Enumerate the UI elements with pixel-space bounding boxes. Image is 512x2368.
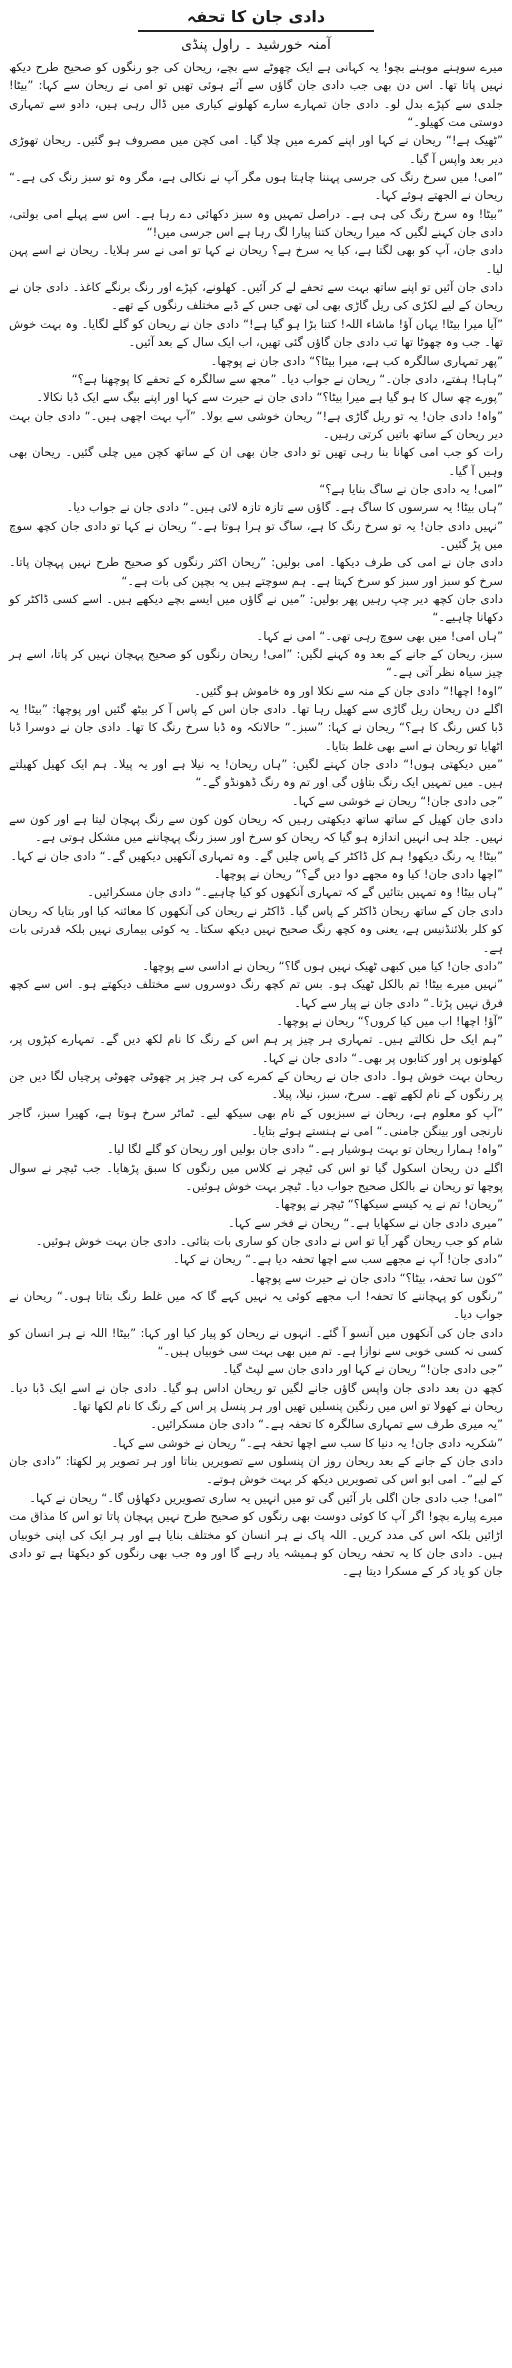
article-paragraph: اگلے دن ریحان اسکول گیا تو اس کی ٹیچر نے کلاس میں رنگوں کا سبق پڑھایا۔ جب ٹیچر نے سوال پوچھا تو ریحان نے بالکل صحیح جواب دیا۔ ٹیچر بہت خوش ہوئیں۔: [9, 1160, 503, 1193]
article-paragraph: ”ریحان! تم نے یہ کیسے سیکھا؟“ ٹیچر نے پوچھا۔: [274, 1197, 503, 1212]
article-paragraph: میرے پیارے بچو! اگر آپ کا کوئی دوست بھی رنگوں کو صحیح طرح نہیں پہچان پاتا تو اس کا مذاق مت اڑائیں بلکہ اس کی مدد کریں۔ اللہ پاک نے ہر انسان کو مختلف بنایا ہے اور ہر ایک کی اپنی خوبیاں ہیں۔ دادی جان کا یہ تحفہ ریحان کو ہمیشہ یاد رہے گا اور وہ جب بھی رنگوں کو دیکھتا ہے تو دادی جان کو یاد کر کے مسکرا دیتا ہے۔: [9, 1509, 503, 1579]
article-title: دادی جان کا تحفہ: [186, 7, 326, 26]
article-paragraph: ”دادی جان! کیا میں کبھی ٹھیک نہیں ہوں گا؟“ ریحان نے اداسی سے پوچھا۔: [142, 958, 503, 973]
article-paragraph: ”کون سا تحفہ، بیٹا؟“ دادی جان نے حیرت سے پوچھا۔: [249, 1270, 503, 1285]
article-paragraph: ”نہیں میرے بیٹا! تم بالکل ٹھیک ہو۔ بس تم کچھ رنگ دوسروں سے مختلف دیکھتے ہو۔ اس سے کچھ فرق نہیں پڑتا۔“ دادی جان نے پیار سے کہا۔: [9, 977, 503, 1010]
article-paragraph: ”اوہ! اچھا!“ دادی جان کے منہ سے نکلا اور وہ خاموش ہو گئیں۔: [194, 683, 503, 698]
article-paragraph: دادی جان کے ساتھ ریحان ڈاکٹر کے پاس گیا۔ ڈاکٹر نے ریحان کی آنکھوں کا معائنہ کیا اور بتایا کہ ریحان کو کلر بلائنڈنیس ہے، یعنی وہ کچھ رنگ صحیح نہیں دیکھ سکتا۔ یہ کوئی بیماری نہیں بلکہ قدرتی بات ہے۔: [9, 903, 503, 955]
article-paragraph: ”رنگوں کو پہچاننے کا تحفہ! اب مجھے کوئی یہ نہیں کہے گا کہ میں غلط رنگ بتاتا ہوں۔“ ریحان نے جواب دیا۔: [9, 1289, 503, 1322]
article-paragraph: ”اچھا دادی جان! کیا وہ مجھے دوا دیں گے؟“ ریحان نے پوچھا۔: [213, 867, 503, 882]
article-paragraph: دادی جان نے امی کی طرف دیکھا۔ امی بولیں: ”ریحان اکثر رنگوں کو صحیح طرح نہیں پہچان پاتا۔ سرخ کو سبز اور سبز کو سرخ کہتا ہے۔ ہم سوچتے ہیں یہ بچپن کی بات ہے۔“: [9, 555, 503, 588]
article-paragraph: ”شکریہ دادی جان! یہ دنیا کا سب سے اچھا تحفہ ہے۔“ ریحان نے خوشی سے کہا۔: [111, 1435, 503, 1450]
article-paragraph: ”دادی جان! آپ نے مجھے سب سے اچھا تحفہ دیا ہے۔“ ریحان نے کہا۔: [173, 1252, 503, 1267]
article-paragraph: ”ہاں امی! میں بھی سوچ رہی تھی۔“ امی نے کہا۔: [256, 628, 503, 643]
article-paragraph: ”بیٹا! یہ رنگ دیکھو! ہم کل ڈاکٹر کے پاس چلیں گے۔ وہ تمہاری آنکھیں دیکھیں گے۔“ دادی جان نے کہا۔: [10, 848, 503, 863]
article-paragraph: دادی جان کچھ دیر چپ رہیں پھر بولیں: ”میں نے گاؤں میں ایسے بچے دیکھے ہیں۔ اسے کسی ڈاکٹر کو دکھانا چاہیے۔“: [9, 591, 503, 625]
article-paragraph: ”آؤ! اچھا! اب میں کیا کروں؟“ ریحان نے پوچھا۔: [276, 1013, 503, 1028]
article-paragraph: دادی جان کھیل کے ساتھ ساتھ دیکھتی رہیں کہ ریحان کون کون سے رنگ پہچان لیتا ہے اور کون سے نہیں۔ جلد ہی انہیں اندازہ ہو گیا کہ ریحان کو سرخ اور سبز رنگ پہچاننے میں مشکل ہوتی ہے۔: [9, 812, 503, 845]
article-paragraph: ”آپ کو معلوم ہے، ریحان نے سبزیوں کے نام بھی سیکھ لیے۔ ٹماٹر سرخ ہوتا ہے، کھیرا سبز، گاجر نارنجی اور بینگن جامنی۔“ امی نے ہنستے ہوئے بتایا۔: [9, 1105, 503, 1138]
article-paragraph: اگلے دن ریحان ریل گاڑی سے کھیل رہا تھا۔ دادی جان اس کے پاس آ کر بیٹھ گئیں اور پوچھا: ”بیٹا! یہ ڈبا کس رنگ کا ہے؟“ ریحان نے کہا: ”سبز۔“ حالانکہ وہ ڈبا سرخ رنگ کا تھا۔ دادی جان نے دوسرا ڈبا اٹھایا تو ریحان نے اسے بھی غلط بتایا۔: [9, 702, 503, 753]
article-paragraph: دادی جان کے جانے کے بعد ریحان روز ان پنسلوں سے تصویریں بناتا اور ہر تصویر پر لکھتا: ”دادی جان کے لیے“۔ امی ابو اس کی تصویریں دیکھ کر بہت خوش ہوتے۔: [9, 1454, 503, 1487]
article-paragraph: رات کو جب امی کھانا بنا رہی تھیں تو دادی جان بھی ان کے ساتھ کچن میں چلی گئیں۔ ریحان بھی وہیں آ گیا۔: [9, 445, 503, 478]
article-paragraph: شام کو جب ریحان گھر آیا تو اس نے دادی جان کو ساری بات بتائی۔ دادی جان بہت خوش ہوئیں۔: [35, 1234, 503, 1248]
article-paragraph: ”پھر تمہاری سالگرہ کب ہے، میرا بیٹا؟“ دادی جان نے پوچھا۔: [210, 353, 503, 368]
article-paragraph: ”ہاہا! ہفتے، دادی جان۔“ ریحان نے جواب دیا۔ ”مجھ سے سالگرہ کے تحفے کا پوچھنا ہے؟“: [71, 371, 503, 386]
article-paragraph: ”یہ میری طرف سے تمہاری سالگرہ کا تحفہ ہے۔“ دادی جان مسکرائیں۔: [150, 1417, 503, 1432]
article-paragraph: ”پورے چھ سال کا ہو گیا ہے میرا بیٹا؟“ دادی جان نے حیرت سے کہا اور اپنے بیگ سے ایک ڈبا نکالا۔: [36, 390, 503, 405]
article-paragraph: ”میں دیکھتی ہوں!“ دادی جان کہنے لگیں: ”ہاں ریحان! یہ نیلا ہے اور یہ پیلا۔ ہم ایک کھیل کھیلتے ہیں۔ میں تمہیں ایک رنگ بتاؤں گی اور تم وہ رنگ ڈھونڈو گے۔“: [9, 757, 503, 790]
article-paragraph: دادی جان، آپ کو بھی لگتا ہے، کیا یہ سرخ ہے؟ ریحان نے کہا تو امی نے سر ہلایا۔ ریحان نے اسے پہن لیا۔: [9, 243, 503, 276]
article-paragraph: میرے سوہنے موہنے بچو! یہ کہانی ہے ایک چھوٹے سے بچے، ریحان کی جو رنگوں کو صحیح طرح دیکھ نہیں پاتا تھا۔ اس دن بھی جب دادی جان گاؤں سے آئے ہوئی تھیں تو امی نے ریحان سے کہا: ”بیٹا! جلدی سے کپڑے بدل لو۔ دادی جان تمہارے سارے کھلونے کیاری میں ڈال رہی ہیں، دادو سے تمہاری دوستی مت کھیلو۔“: [9, 60, 503, 130]
article-paragraph: ”ہم ایک حل نکالتے ہیں۔ تمہاری ہر چیز پر ہم اس کے رنگ کا نام لکھ دیں گے۔ تمہارے کپڑوں پر، کھلونوں پر اور کتابوں پر بھی۔“ دادی جان نے کہا۔: [9, 1032, 503, 1065]
article-paragraph: ”ہاں بیٹا! وہ تمہیں بتائیں گے کہ تمہاری آنکھوں کو کیا چاہیے۔“ دادی جان مسکرائیں۔: [87, 885, 503, 900]
article-paragraph: ”آیا میرا بیٹا! یہاں آؤ! ماشاء اللہ! کتنا بڑا ہو گیا ہے!“ دادی جان نے ریحان کو گلے لگایا۔ وہ بہت خوش تھا۔ جب وہ چھوٹا تھا تب دادی جان گاؤں گئی تھیں، اب ایک سال کے بعد آئیں۔: [9, 316, 503, 350]
article-paragraph: سبز، ریحان کے جانے کے بعد وہ کہنے لگیں: ”امی! ریحان رنگوں کو صحیح پہچان نہیں کر پاتا، اسے ہر چیز سیاہ نظر آتی ہے۔“: [9, 647, 503, 680]
article-paragraph: ”نہیں دادی جان! یہ تو سرخ رنگ کا ہے، ساگ تو ہرا ہوتا ہے۔“ ریحان نے کہا تو دادی جان کچھ سوچ میں پڑ گئیں۔: [9, 518, 503, 551]
article-paragraph: ”واہ! دادی جان! یہ تو ریل گاڑی ہے!“ ریحان خوشی سے بولا۔ ”آپ بہت اچھی ہیں۔“ دادی جان بہت دیر ریحان کے ساتھ باتیں کرتی رہیں۔: [9, 408, 503, 441]
article-paragraph: ”امی! یہ دادی جان نے ساگ بنایا ہے؟“: [319, 481, 503, 496]
article-paragraph: ریحان بہت خوش ہوا۔ دادی جان نے ریحان کے کمرے کی ہر چیز پر چھوٹی چھوٹی پرچیاں لگا دیں جن پر رنگوں کے نام لکھے تھے۔ سرخ، سبز، نیلا، پیلا۔: [9, 1068, 503, 1102]
article-paragraph: ”میری دادی جان نے سکھایا ہے۔“ ریحان نے فخر سے کہا۔: [228, 1215, 503, 1230]
article-paragraph: کچھ دن بعد دادی جان واپس گاؤں جانے لگیں تو ریحان اداس ہو گیا۔ دادی جان نے اسے ایک ڈبا دیا۔ ریحان نے کھولا تو اس میں رنگین پنسلیں تھیں اور ہر پنسل پر اس کے رنگ کا نام لکھا تھا۔: [9, 1380, 503, 1414]
article-paragraph: ”بیٹا! وہ سرخ رنگ کی ہی ہے۔ دراصل تمہیں وہ سبز دکھائی دے رہا ہے۔ اس سے پہلے امی بولتی، دادی جان کہنے لگیں کہ میرا ریحان کتنا پیارا لگ رہا ہے اس جرسی میں!“: [9, 206, 503, 240]
article-paragraph: ”امی! میں سرخ رنگ کی جرسی پہننا چاہتا ہوں مگر آپ نے نکالی ہے، مگر وہ تو سبز رنگ کی ہے۔“ ریحان نے الجھتے ہوئے کہا۔: [9, 170, 503, 203]
article-paragraph: ”ہاں بیٹا! یہ سرسوں کا ساگ ہے۔ گاؤں سے تازہ تازہ لائی ہیں۔“ دادی جان نے جواب دیا۔: [66, 500, 503, 515]
article-paragraph: ”جی دادی جان!“ ریحان نے خوشی سے کہا۔: [291, 793, 503, 808]
article-paragraph: ”ٹھیک ہے!“ ریحان نے کہا اور اپنے کمرے میں چلا گیا۔ امی کچن میں مصروف ہو گئیں۔ ریحان تھوڑی دیر بعد واپس آ گیا۔: [9, 133, 503, 166]
article-paragraph: ”جی دادی جان!“ ریحان نے کہا اور دادی جان سے لپٹ گیا۔: [222, 1362, 503, 1377]
article-paragraph: دادی جان آئیں تو اپنے ساتھ بہت سے تحفے لے کر آئیں۔ کھلونے، کپڑے اور رنگ برنگے کاغذ۔ دادی جان نے ریحان کے لیے لکڑی کی ریل گاڑی بھی لی تھی جس کے ڈبے مختلف رنگوں کے تھے۔: [9, 280, 503, 313]
article-paragraph: ”امی! جب دادی جان اگلی بار آئیں گی تو میں انہیں یہ ساری تصویریں دکھاؤں گا۔“ ریحان نے کہا۔: [29, 1490, 503, 1505]
article-paragraph: ”واہ! ہمارا ریحان تو بہت ہوشیار ہے۔“ دادی جان بولیں اور ریحان کو گلے لگا لیا۔: [106, 1142, 503, 1157]
title-divider: [138, 30, 374, 32]
article-body: [9, 58, 503, 1581]
author-byline: آمنہ خورشید ۔ راول پنڈی: [181, 37, 331, 53]
article-paragraph: دادی جان کی آنکھوں میں آنسو آ گئے۔ انہوں نے ریحان کو پیار کیا اور کہا: ”بیٹا! اللہ نے ہر انسان کو کسی نہ کسی خوبی سے نوازا ہے۔ تم میں بھی بہت سی خوبیاں ہیں۔“: [9, 1325, 503, 1359]
